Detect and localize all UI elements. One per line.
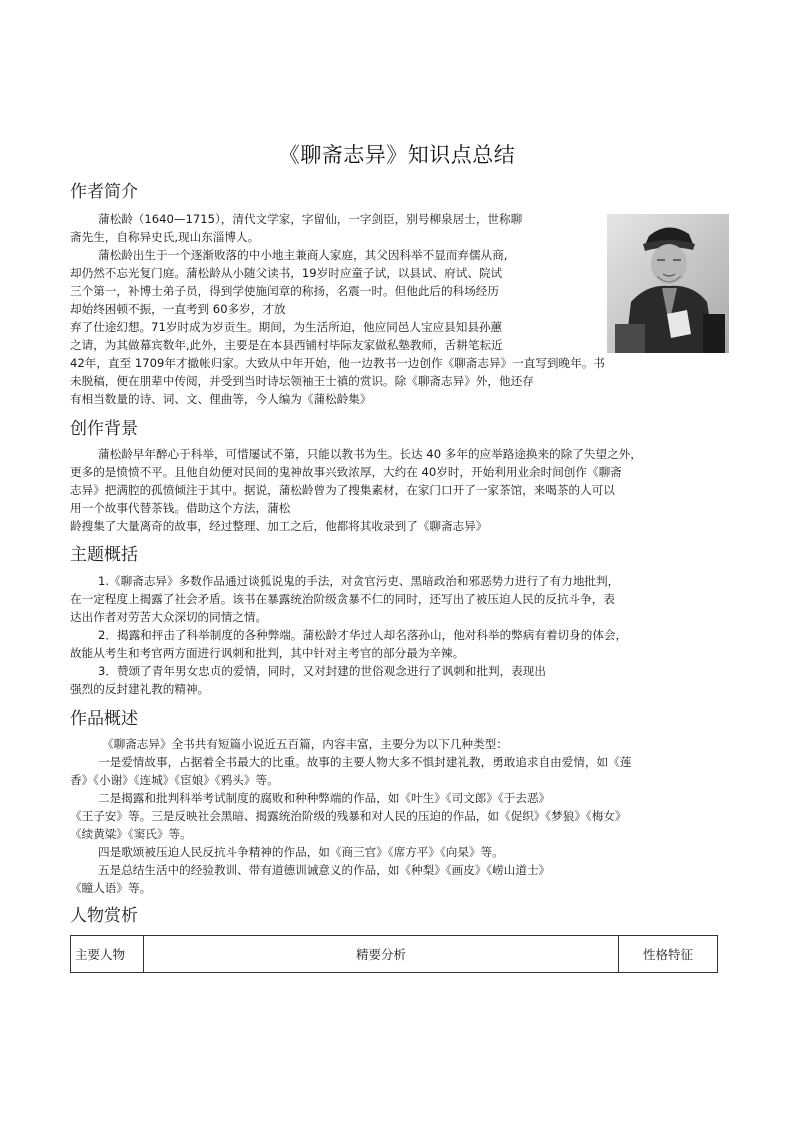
author-line: 蒲松龄（1640—1715），清代文学家，字留仙，一字剑臣，别号柳泉居士，世称聊 xyxy=(98,212,523,226)
overview-line: 《王子安》等。三是反映社会黑暗、揭露统治阶级的残暴和对人民的压迫的作品，如《促织》《梦狼》《梅女》 xyxy=(70,809,627,823)
author-line: 之请，为其做幕宾数年,此外，主要是在本县西铺村毕际友家做私塾教师，舌耕笔耘近 xyxy=(70,338,503,352)
overview-line: 《续黄粱》《窦氏》等。 xyxy=(70,827,192,841)
theme-line: 强烈的反封建礼教的精神。 xyxy=(70,682,210,696)
author-line: 却始终困顿不振，一直考到 60多岁，才放 xyxy=(70,302,286,316)
table-header-cell: 主要人物 xyxy=(71,936,144,973)
overview-line: 五是总结生活中的经验教训、带有道德训诫意义的作品，如《种梨》《画皮》《崂山道士》 xyxy=(98,863,551,877)
section-heading-background: 创作背景 xyxy=(70,419,138,439)
characters-table xyxy=(70,935,718,973)
section-heading-characters: 人物赏析 xyxy=(70,906,138,926)
background-line: 志异》把满腔的孤愤倾注于其中。据说，蒲松龄曾为了搜集素材，在家门口开了一家茶馆，来喝茶的人可以 xyxy=(70,483,615,497)
theme-line: 故能从考生和考官两方面进行讽刺和批判，其中针对主考官的部分最为辛辣。 xyxy=(70,646,465,660)
background-line: 更多的是愤愤不平。且他自幼便对民间的鬼神故事兴致浓厚，大约在 40岁时，开始利用业余时间创作《聊斋 xyxy=(70,465,622,479)
overview-line: 《聊斋志异》全书共有短篇小说近五百篇，内容丰富，主要分为以下几种类型： xyxy=(102,737,508,751)
table-header-row xyxy=(71,936,718,973)
overview-line: 香》《小谢》《连城》《宦娘》《鸦头》等。 xyxy=(70,773,279,787)
overview-line: 四是歌颂被压迫人民反抗斗争精神的作品，如《商三官》《席方平》《向杲》等。 xyxy=(98,845,504,859)
overview-line: 一是爱情故事，占据着全书最大的比重。故事的主要人物大多不惧封建礼教，勇敢追求自由爱情，如《莲 xyxy=(98,755,632,769)
author-line: 未脱稿，便在朋辈中传阅，并受到当时诗坛领袖王士禛的赏识。除《聊斋志异》外，他还存 xyxy=(70,374,534,388)
table-header-cell: 性格特征 xyxy=(619,936,718,973)
overview-line: 二是揭露和批判科举考试制度的腐败和种种弊端的作品，如《叶生》《司文郎》《于去恶》 xyxy=(98,791,551,805)
author-line: 有相当数量的诗、词、文、俚曲等，今人编为《蒲松龄集》 xyxy=(70,392,372,406)
author-line: 却仍然不忘光复门庭。蒲松龄从小随父读书，19岁时应童子试，以县试、府试、院试 xyxy=(70,266,503,280)
theme-line: 2．揭露和抨击了科举制度的各种弊端。蒲松龄才华过人却名落孙山，他对科举的弊病有着切身的体会， xyxy=(98,628,628,642)
theme-line: 达出作者对劳苦大众深切的同情之情。 xyxy=(70,610,268,624)
author-portrait-icon xyxy=(607,214,729,353)
table-header-cell: 精要分析 xyxy=(144,936,619,973)
author-line: 弃了仕途幻想。71岁时成为岁贡生。期间，为生活所迫，他应同邑人宝应县知县孙蕙 xyxy=(70,320,503,334)
overview-line: 《瞳人语》等。 xyxy=(70,881,152,895)
background-line: 龄搜集了大量离奇的故事，经过整理、加工之后，他都将其收录到了《聊斋志异》 xyxy=(70,519,488,533)
page-title: 《聊斋志异》知识点总结 xyxy=(278,143,516,167)
background-line: 蒲松龄早年醉心于科举，可惜屡试不第，只能以教书为生。长达 40 多年的应举路途换来的除了失望之外， xyxy=(98,447,642,461)
theme-line: 3．赞颂了青年男女忠贞的爱情，同时，又对封建的世俗观念进行了讽刺和批判，表现出 xyxy=(98,664,546,678)
section-heading-theme: 主题概括 xyxy=(70,545,138,565)
section-heading-author: 作者简介 xyxy=(70,182,138,202)
theme-line: 在一定程度上揭露了社会矛盾。该书在暴露统治阶级贪暴不仁的同时，还写出了被压迫人民的反抗斗争，表 xyxy=(70,592,615,606)
theme-line: 1.《聊斋志异》多数作品通过谈狐说鬼的手法，对贪官污吏、黑暗政治和邪恶势力进行了有力地批判， xyxy=(98,574,620,588)
author-line: 三个第一，补博士弟子员，得到学使施闰章的称扬，名震一时。但他此后的科场经历 xyxy=(70,284,499,298)
author-line: 42年，直至 1709年才撤帐归家。大致从中年开始，他一边教书一边创作《聊斋志异》一直写到晚年。书 xyxy=(70,356,605,370)
author-line: 蒲松龄出生于一个逐渐败落的中小地主兼商人家庭，其父因科举不显而弃儒从商, xyxy=(98,248,508,262)
background-line: 用一个故事代替茶钱。借助这个方法，蒲松 xyxy=(70,501,291,515)
author-line: 斋先生，自称异史氏,现山东淄博人。 xyxy=(70,230,260,244)
section-heading-overview: 作品概述 xyxy=(70,709,138,729)
